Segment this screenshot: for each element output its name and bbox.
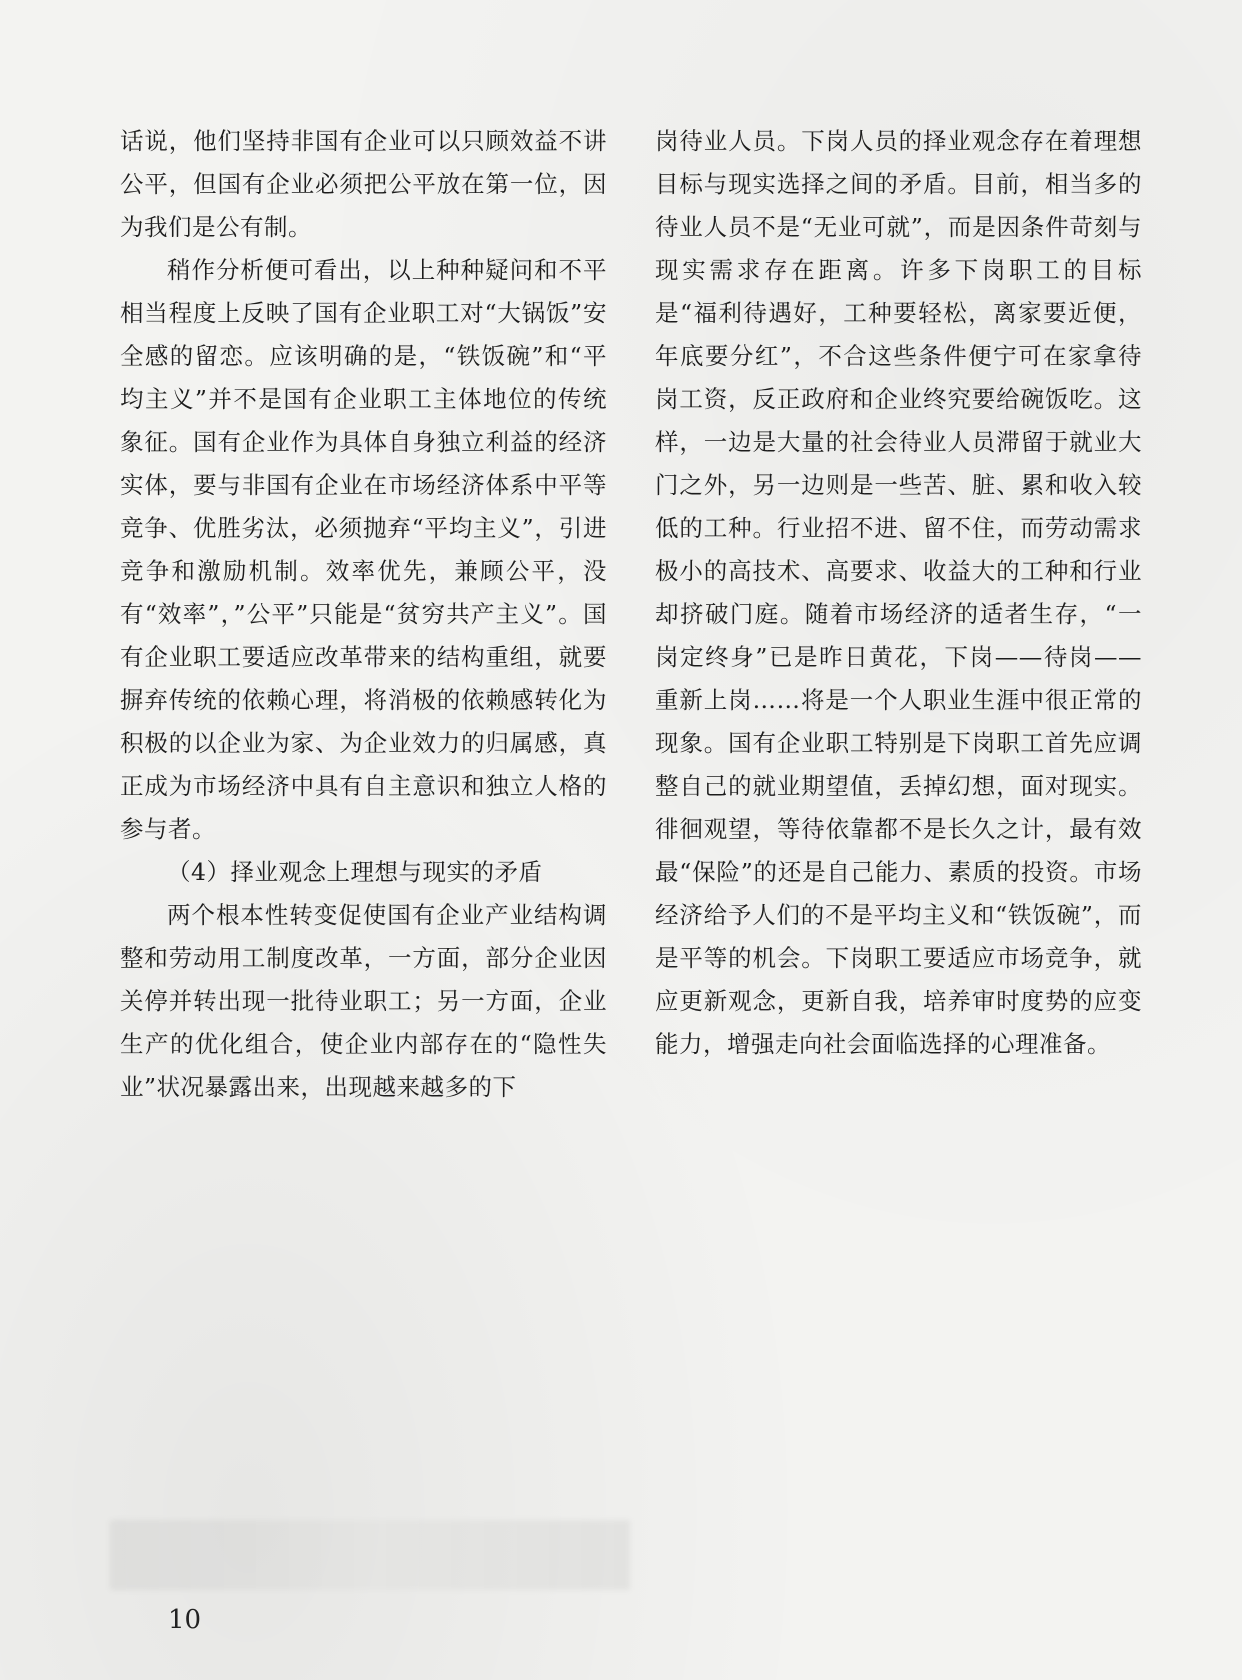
paragraph: 岗待业人员。下岗人员的择业观念存在着理想目标与现实选择之间的矛盾。目前，相当多的待业人员不是“无业可就”，而是因条件苛刻与现实需求存在距离。许多下岗职工的目标是“福利待遇好，工种要轻松，离家要近便，年底要分红”，不合这些条件便宁可在家拿待岗工资，反正政府和企业终究要给碗饭吃。这样，一边是大量的社会待业人员滞留于就业大门之外，另一边则是一些苦、脏、累和收入较低的工种。行业招不进、留不住，而劳动需求极小的高技术、高要求、收益大的工种和行业却挤破门庭。随着市场经济的适者生存，“一岗定终身”已是昨日黄花，下岗——待岗——重新上岗……将是一个人职业生涯中很正常的现象。国有企业职工特别是下岗职工首先应调整自己的就业期望值，丢掉幻想，面对现实。徘徊观望，等待依靠都不是长久之计，最有效最“保险”的还是自己能力、素质的投资。市场经济给予人们的不是平均主义和“铁饭碗”，而是平等的机会。下岗职工要适应市场竞争，就应更新观念，更新自我，培养审时度势的应变能力，增强走向社会面临选择的心理准备。 xyxy=(655,127,1142,1058)
right-text-column xyxy=(655,120,1142,1066)
section-heading: （4）择业观念上理想与现实的矛盾 xyxy=(167,858,543,886)
paragraph: 稍作分析便可看出，以上种种疑问和不平相当程度上反映了国有企业职工对“大锅饭”安全感的留恋。应该明确的是，“铁饭碗”和“平均主义”并不是国有企业职工主体地位的传统象征。国有企业作为具体自身独立利益的经济实体，要与非国有企业在市场经济体系中平等竞争、优胜劣汰，必须抛弃“平均主义”，引进竞争和激励机制。效率优先，兼顾公平，没有“效率”，”公平”只能是“贫穷共产主义”。国有企业职工要适应改革带来的结构重组，就要摒弃传统的依赖心理，将消极的依赖感转化为积极的以企业为家、为企业效力的归属感，真正成为市场经济中具有自主意识和独立人格的参与者。 xyxy=(120,256,607,843)
page-number: 10 xyxy=(168,1605,202,1635)
bleed-through-shadow xyxy=(110,1520,630,1590)
paragraph: 话说，他们坚持非国有企业可以只顾效益不讲公平，但国有企业必须把公平放在第一位，因为我们是公有制。 xyxy=(120,127,607,241)
left-text-column xyxy=(120,120,607,1109)
paragraph: 两个根本性转变促使国有企业产业结构调整和劳动用工制度改革，一方面，部分企业因关停并转出现一批待业职工；另一方面，企业生产的优化组合，使企业内部存在的“隐性失业”状况暴露出来，出现越来越多的下 xyxy=(120,901,607,1101)
